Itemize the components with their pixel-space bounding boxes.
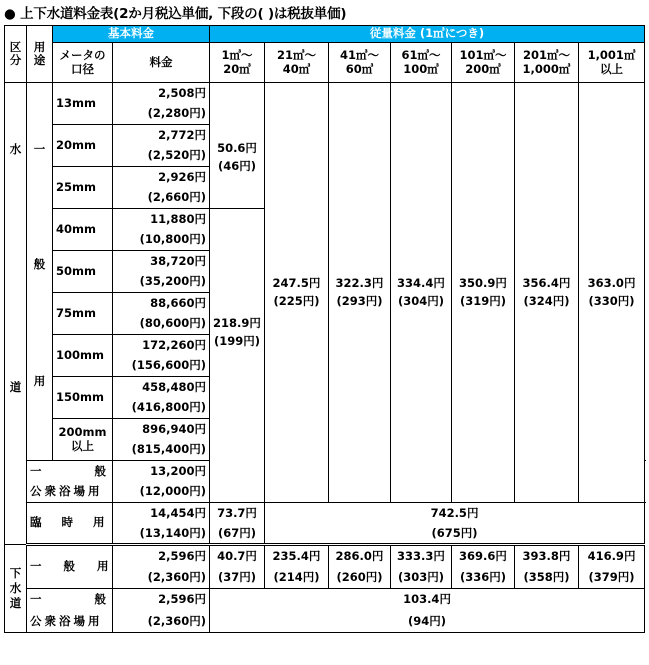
- header-tier-6: 201㎥～ 1,000㎥: [515, 43, 579, 83]
- tier-3-notax: (293円): [336, 294, 383, 308]
- label-dou: 道: [9, 380, 22, 395]
- sewer-bath-base-tax: 2,596円: [113, 589, 210, 611]
- tier-6-cell: [515, 83, 579, 503]
- sewer-tier-4-tax: 333.3円: [391, 545, 452, 567]
- header-yoto: 用 途: [27, 26, 53, 83]
- sewer-tier-5-tax: 369.6円: [452, 545, 515, 567]
- temporary-base-tax: 14,454円: [113, 503, 210, 524]
- sewer-general-label: [27, 545, 113, 589]
- base-notax: (2,520円): [113, 146, 210, 167]
- sewer-bath-label: 公衆浴場用: [27, 611, 113, 633]
- tier-6-notax: (324円): [523, 294, 570, 308]
- header-tier-4: 61㎥～ 100㎥: [391, 43, 452, 83]
- tier-2-notax: (225円): [273, 294, 320, 308]
- header-tier-2: 21㎥～ 40㎥: [265, 43, 329, 83]
- sewer-tier-1-notax: (37円): [210, 567, 265, 589]
- temporary-rate-tax: 742.5円: [265, 503, 645, 524]
- base-notax: (815,400円): [113, 440, 210, 461]
- temporary-t1-notax: (67円): [210, 524, 265, 545]
- rinji-1: 臨: [30, 515, 42, 530]
- tier-3-cell: [329, 83, 391, 503]
- tier-7-tax: 363.0円: [587, 275, 636, 290]
- tier-4-tax: 334.4円: [397, 275, 445, 290]
- sewer-bath-base-notax: (2,360円): [113, 611, 210, 633]
- sewer-bath-label-top: [27, 589, 113, 611]
- tier-2-cell: [265, 83, 329, 503]
- bathhouse-ippan-b: 般: [94, 463, 106, 478]
- rinji-2: 時: [61, 515, 74, 530]
- tier-2-tax: 247.5円: [272, 275, 321, 290]
- sewer-base-tax: 2,596円: [113, 545, 210, 567]
- bathhouse-label-top: [27, 461, 113, 482]
- meter-size: 75mm: [53, 293, 113, 335]
- header-juryo: 従量料金 (1㎥につき): [210, 26, 645, 43]
- sewer-tier-3-notax: (260円): [329, 567, 391, 589]
- meter-size: 200mm 以上: [53, 419, 113, 461]
- tier1-large-notax: (199円): [213, 334, 261, 349]
- meter-size: 25mm: [53, 167, 113, 209]
- tier1-large: [210, 209, 265, 503]
- base-tax: 896,940円: [113, 419, 210, 440]
- tier-5-cell: [452, 83, 515, 503]
- header-ryokin: 料金: [113, 43, 210, 83]
- base-notax: (35,200円): [113, 272, 210, 293]
- tier-5-tax: 350.9円: [459, 275, 507, 290]
- ge-ippan-a: 一: [30, 559, 42, 574]
- meter-size: 50mm: [53, 251, 113, 293]
- sewer-bath-rate-tax: 103.4円: [210, 589, 645, 611]
- tier-6-tax: 356.4円: [522, 275, 571, 290]
- base-tax: 172,260円: [113, 335, 210, 356]
- header-tier-5: 101㎥～ 200㎥: [452, 43, 515, 83]
- base-tax: 2,508円: [113, 83, 210, 104]
- base-tax: 458,480円: [113, 377, 210, 398]
- base-tax: 11,880円: [113, 209, 210, 230]
- ge-ippan-b: 般: [63, 559, 76, 574]
- base-tax: 88,660円: [113, 293, 210, 314]
- sewer-tier-6-tax: 393.8円: [515, 545, 579, 567]
- temporary-base-notax: (13,140円): [113, 524, 210, 545]
- sewer-tier-4-notax: (303円): [391, 567, 452, 589]
- rinji-3: 用: [93, 515, 105, 530]
- label-you: 用: [33, 374, 46, 389]
- page-title: ● 上下水道料金表(2か月税込単価, 下段の( )は税抜単価): [4, 6, 347, 22]
- tier1-small: [210, 83, 265, 209]
- label-ippan-1: 一: [33, 142, 46, 156]
- bathhouse-base-notax: (12,000円): [113, 482, 210, 503]
- sewer-tier-7-tax: 416.9円: [579, 545, 645, 567]
- bathhouse-ippan-a: 一: [30, 463, 42, 478]
- tier-5-notax: (319円): [459, 294, 507, 308]
- sewer-tier-1-tax: 40.7円: [210, 545, 265, 567]
- header-tier-7: 1,001㎥ 以上: [579, 43, 645, 83]
- tier1-large-tax: 218.9円: [213, 316, 261, 330]
- sewer-base-notax: (2,360円): [113, 567, 210, 589]
- header-tier-1: 1㎥～ 20㎥: [210, 43, 265, 83]
- base-tax: 38,720円: [113, 251, 210, 272]
- ge-ippan2-a: 一: [30, 592, 42, 607]
- sewer-tier-6-notax: (358円): [515, 567, 579, 589]
- kubun-suido: [5, 83, 27, 545]
- meter-size: 100mm: [53, 335, 113, 377]
- header-kihon: 基本料金: [53, 26, 210, 43]
- bathhouse-base-tax: 13,200円: [113, 461, 210, 482]
- bathhouse-label: 公衆浴場用: [27, 482, 113, 503]
- tier1-small-tax: 50.6円: [217, 140, 257, 155]
- base-notax: (416,800円): [113, 398, 210, 419]
- header-meter: メータの 口径: [53, 43, 113, 83]
- temporary-rate-notax: (675円): [265, 524, 645, 545]
- tier-7-cell: [579, 83, 645, 503]
- meter-size: 150mm: [53, 377, 113, 419]
- base-tax: 2,926円: [113, 167, 210, 188]
- tier-4-notax: (304円): [397, 294, 445, 308]
- base-notax: (2,280円): [113, 104, 210, 125]
- ge-ippan-c: 用: [97, 559, 109, 574]
- label-sui: 水: [9, 142, 22, 156]
- base-notax: (156,600円): [113, 356, 210, 377]
- meter-size: 20mm: [53, 125, 113, 167]
- ge-ippan2-b: 般: [94, 592, 106, 607]
- sewer-bath-rate-notax: (94円): [210, 611, 645, 633]
- meter-size: 13mm: [53, 83, 113, 125]
- tier-3-tax: 322.3円: [335, 275, 384, 290]
- temporary-t1-tax: 73.7円: [210, 503, 265, 524]
- header-kubun: 区 分: [5, 26, 27, 83]
- sewer-tier-2-tax: 235.4円: [265, 545, 329, 567]
- rate-table: [4, 25, 645, 633]
- base-notax: (2,660円): [113, 188, 210, 209]
- label-ippan-2: 般: [33, 257, 46, 272]
- sewer-tier-2-notax: (214円): [265, 567, 329, 589]
- tier-4-cell: [391, 83, 452, 503]
- sewer-tier-5-notax: (336円): [452, 567, 515, 589]
- temporary-label: [27, 503, 113, 545]
- sewer-tier-3-tax: 286.0円: [329, 545, 391, 567]
- kubun-gesuido: 下 水 道: [5, 545, 27, 633]
- tier1-small-notax: (46円): [217, 159, 256, 173]
- sewer-tier-7-notax: (379円): [579, 567, 645, 589]
- base-notax: (80,600円): [113, 314, 210, 335]
- base-notax: (10,800円): [113, 230, 210, 251]
- base-tax: 2,772円: [113, 125, 210, 146]
- tier-7-notax: (330円): [588, 294, 635, 308]
- yoto-ippan: [27, 83, 53, 461]
- meter-size: 40mm: [53, 209, 113, 251]
- header-tier-3: 41㎥～ 60㎥: [329, 43, 391, 83]
